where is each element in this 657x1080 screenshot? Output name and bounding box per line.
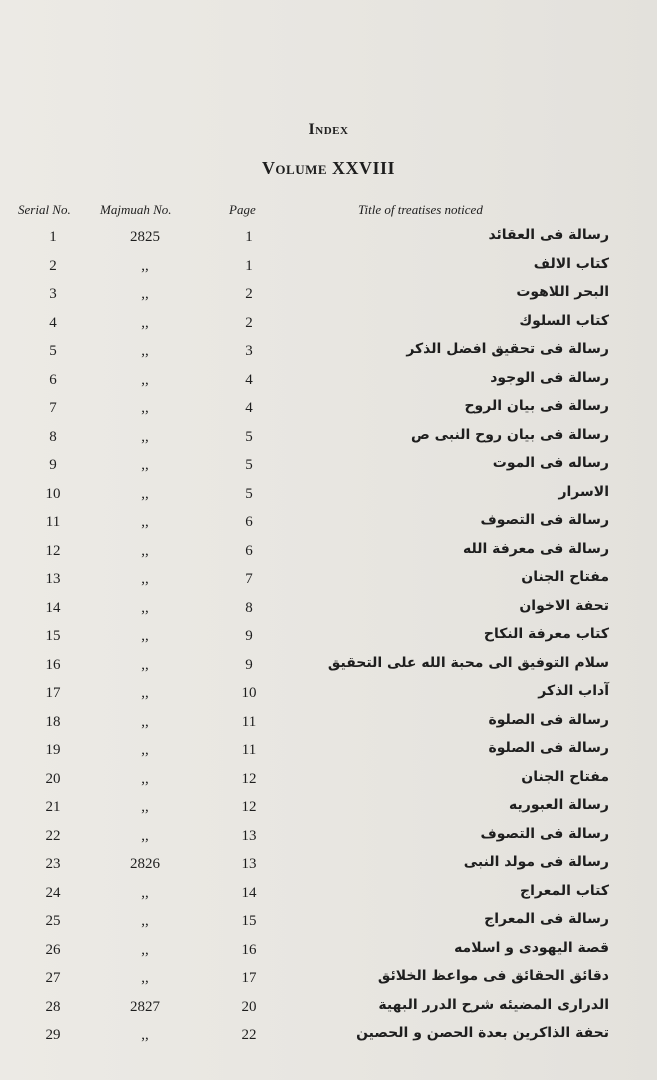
majmuah-number-cell: ,, (141, 884, 149, 901)
majmuah-column-header: Majmuah No. (100, 202, 172, 217)
table-row (0, 938, 657, 967)
serial-number-cell: 8 (49, 428, 57, 445)
serial-column-header: Serial No. (18, 202, 71, 217)
table-row (0, 738, 657, 767)
page-number-cell: 12 (241, 799, 257, 815)
majmuah-number-cell: ,, (141, 1027, 149, 1043)
table-row (0, 710, 657, 739)
serial-number-cell: 11 (45, 514, 61, 530)
page-number-cell: 12 (241, 770, 257, 787)
table-row (0, 824, 657, 853)
page-number-cell: 9 (245, 628, 253, 644)
page-number-cell: 20 (241, 998, 257, 1015)
treatise-title-cell: رسالة فى تحقيق افضل الذكر (406, 341, 609, 357)
serial-number-cell: 22 (45, 827, 61, 844)
page-number-cell: 22 (241, 1027, 257, 1043)
table-row (0, 681, 657, 710)
page-number-cell: 1 (245, 257, 253, 274)
treatise-title-cell: الاسرار (558, 483, 609, 500)
treatise-title-cell: رساله فى الموت (492, 455, 609, 471)
serial-number-cell: 20 (45, 770, 61, 787)
page-number-cell: 3 (245, 343, 253, 359)
serial-number-cell: 27 (45, 970, 61, 986)
majmuah-number-cell: ,, (141, 371, 149, 388)
page-number-cell: 15 (241, 913, 257, 929)
treatise-title-cell: رسالة فى المعراج (484, 911, 609, 927)
treatise-title-cell: تحفة الاخوان (519, 597, 609, 614)
serial-number-cell: 1 (49, 229, 57, 245)
table-row (0, 453, 657, 482)
majmuah-number-cell: ,, (141, 428, 149, 445)
page-number-cell: 17 (241, 970, 257, 986)
serial-number-cell: 26 (45, 941, 61, 958)
majmuah-number-cell: ,, (141, 257, 149, 274)
table-row (0, 567, 657, 596)
serial-number-cell: 28 (45, 998, 61, 1015)
table-row (0, 368, 657, 397)
majmuah-number-cell: 2825 (130, 229, 160, 245)
page-number-cell: 9 (245, 656, 253, 673)
table-row (0, 396, 657, 425)
majmuah-number-cell: ,, (141, 628, 149, 644)
treatise-title-cell: قصة اليهودى و اسلامه (454, 939, 609, 956)
majmuah-number-cell: ,, (141, 656, 149, 673)
majmuah-number-cell: ,, (141, 514, 149, 530)
majmuah-number-cell: ,, (141, 770, 149, 787)
treatise-title-cell: رسالة فى بيان روح النبى ص (410, 426, 609, 443)
table-row (0, 339, 657, 368)
index-table (0, 225, 657, 1052)
serial-number-cell: 3 (49, 286, 57, 302)
index-heading: Index (308, 121, 349, 138)
table-row (0, 653, 657, 682)
majmuah-number-cell: ,, (141, 685, 149, 701)
page-number-cell: 2 (245, 286, 253, 302)
serial-number-cell: 14 (45, 599, 61, 616)
treatise-title-cell: رسالة فى مولد النبى (463, 854, 609, 870)
table-row (0, 425, 657, 454)
table-row (0, 881, 657, 910)
majmuah-number-cell: ,, (141, 799, 149, 815)
serial-number-cell: 9 (49, 457, 57, 473)
table-row (0, 254, 657, 283)
treatise-title-cell: رسالة فى التصوف (480, 825, 609, 842)
serial-number-cell: 29 (45, 1027, 61, 1043)
serial-number-cell: 2 (49, 257, 57, 274)
treatise-title-cell: كتاب السلوك (519, 312, 609, 329)
page-number-cell: 5 (245, 485, 253, 502)
table-row (0, 852, 657, 881)
treatise-title-cell: تحفة الذاكرين بعدة الحصن و الحصين (356, 1025, 609, 1041)
page-number-cell: 5 (245, 457, 253, 473)
majmuah-number-cell: ,, (141, 742, 149, 758)
treatise-title-cell: رسالة فى التصوف (480, 512, 609, 528)
treatise-title-cell: آداب الذكر (538, 683, 609, 699)
treatise-title-cell: الدرارى المضيئه شرح الدرر البهية (378, 996, 609, 1013)
majmuah-number-cell: ,, (141, 343, 149, 359)
title-column-header: Title of treatises noticed (358, 202, 483, 217)
serial-number-cell: 10 (45, 485, 61, 502)
page-number-cell: 4 (245, 371, 253, 388)
page-number-cell: 6 (245, 542, 253, 559)
table-row (0, 282, 657, 311)
treatise-title-cell: رسالة فى الصلوة (488, 740, 609, 756)
serial-number-cell: 5 (49, 343, 57, 359)
treatise-title-cell: رسالة العبوريه (509, 797, 609, 813)
treatise-title-cell: كتاب معرفة النكاح (483, 626, 609, 642)
majmuah-number-cell: ,, (141, 457, 149, 473)
volume-heading: Volume XXVIII (261, 158, 396, 178)
majmuah-number-cell: ,, (141, 314, 149, 331)
page-number-cell: 10 (241, 685, 257, 701)
serial-number-cell: 7 (49, 400, 57, 416)
treatise-title-cell: كتاب المعراج (520, 882, 609, 899)
treatise-title-cell: البحر اللاهوت (516, 284, 609, 300)
table-row (0, 995, 657, 1024)
table-row (0, 767, 657, 796)
page-column-header: Page (229, 202, 256, 217)
treatise-title-cell: سلام التوفيق الى محبة الله على التحقيق (327, 654, 609, 671)
page-number-cell: 13 (241, 827, 257, 844)
treatise-title-cell: رسالة فى معرفة الله (463, 540, 609, 557)
table-row (0, 1023, 657, 1052)
table-row (0, 510, 657, 539)
serial-number-cell: 18 (45, 713, 61, 730)
table-row (0, 225, 657, 254)
serial-number-cell: 6 (49, 371, 57, 388)
table-row (0, 909, 657, 938)
page-number-cell: 14 (241, 884, 257, 901)
table-row (0, 966, 657, 995)
majmuah-number-cell: 2827 (130, 998, 160, 1015)
serial-number-cell: 12 (45, 542, 61, 559)
treatise-title-cell: دقائق الحقائق فى مواعظ الخلائق (377, 968, 609, 984)
page-number-cell: 7 (245, 571, 253, 587)
table-row (0, 624, 657, 653)
page-number-cell: 2 (245, 314, 253, 331)
table-row (0, 482, 657, 511)
page-number-cell: 5 (245, 428, 253, 445)
majmuah-number-cell: 2826 (130, 856, 160, 872)
serial-number-cell: 13 (45, 571, 61, 587)
table-row (0, 596, 657, 625)
page-number-cell: 8 (245, 599, 253, 616)
page-number-cell: 16 (241, 941, 257, 958)
treatise-title-cell: رسالة فى الصلوة (488, 711, 609, 728)
table-row (0, 795, 657, 824)
majmuah-number-cell: ,, (141, 913, 149, 929)
majmuah-number-cell: ,, (141, 485, 149, 502)
page-number-cell: 11 (241, 742, 257, 758)
treatise-title-cell: كتاب الالف (533, 255, 609, 272)
majmuah-number-cell: ,, (141, 286, 149, 302)
treatise-title-cell: رسالة فى بيان الروح (464, 398, 609, 414)
page-number-cell: 1 (245, 229, 253, 245)
serial-number-cell: 25 (45, 913, 61, 929)
majmuah-number-cell: ,, (141, 941, 149, 958)
serial-number-cell: 16 (45, 656, 61, 673)
page-number-cell: 13 (241, 856, 257, 872)
serial-number-cell: 23 (45, 856, 61, 872)
serial-number-cell: 21 (45, 799, 61, 815)
page-number-cell: 6 (245, 514, 253, 530)
majmuah-number-cell: ,, (141, 599, 149, 616)
serial-number-cell: 19 (45, 742, 61, 758)
majmuah-number-cell: ,, (141, 400, 149, 416)
majmuah-number-cell: ,, (141, 571, 149, 587)
treatise-title-cell: رسالة فى الوجود (490, 369, 609, 386)
serial-number-cell: 4 (49, 314, 57, 331)
page-number-cell: 4 (245, 400, 253, 416)
serial-number-cell: 17 (45, 685, 61, 701)
majmuah-number-cell: ,, (141, 542, 149, 559)
page-number-cell: 11 (241, 713, 257, 730)
majmuah-number-cell: ,, (141, 827, 149, 844)
majmuah-number-cell: ,, (141, 970, 149, 986)
serial-number-cell: 15 (45, 628, 61, 644)
treatise-title-cell: مفتاح الجنان (521, 768, 609, 785)
serial-number-cell: 24 (45, 884, 61, 901)
treatise-title-cell: مفتاح الجنان (521, 569, 609, 585)
table-row (0, 539, 657, 568)
table-row (0, 311, 657, 340)
treatise-title-cell: رسالة فى العقائد (488, 227, 609, 243)
majmuah-number-cell: ,, (141, 713, 149, 730)
